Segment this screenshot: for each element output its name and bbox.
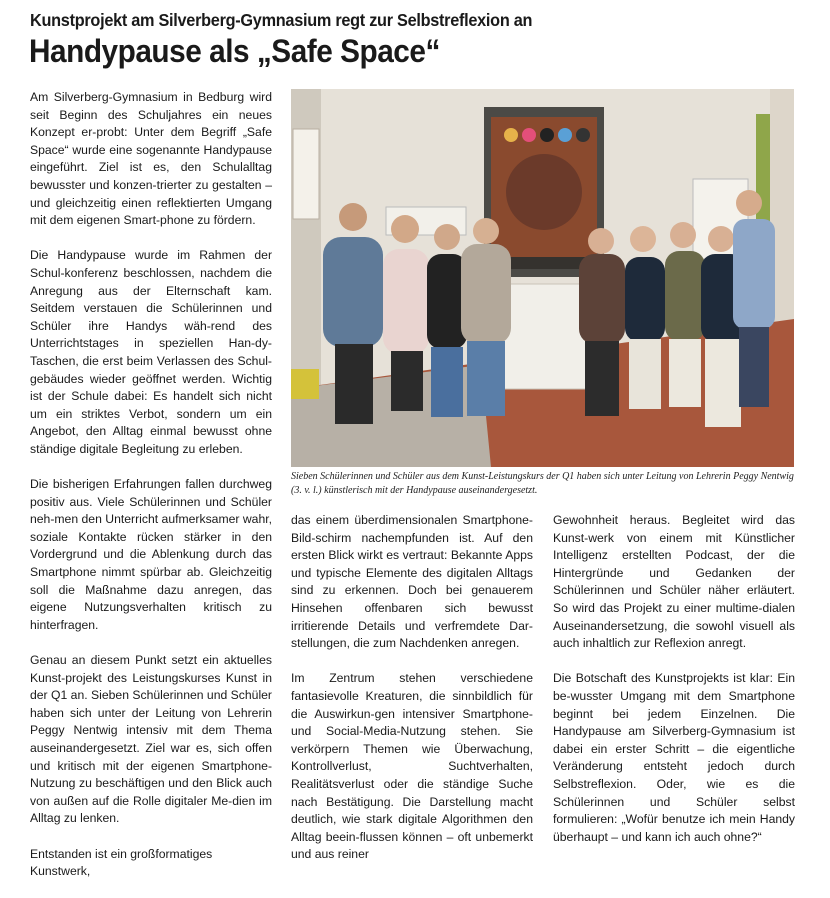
text-column-2 — [291, 512, 533, 881]
photo-caption: Sieben Schülerinnen und Schüler aus dem Kunst-Leistungskurs der Q1 haben sich unter Leitung von Lehrerin Peggy Nentwig (3. v. l.) künstlerisch mit der Handypause auseinandergesetzt. — [291, 471, 794, 496]
paragraph: das einem überdimensionalen Smartphone-Bild-schirm nachempfunden ist. Auf den ersten Blick wirkt es vertraut: Bekannte Apps und typische Elemente des digitalen Alltags sind zu erkennen. Doch bei genauerem Hinsehen offenbaren sich bewusst irritierende Details und verfremdete Dar-stellungen, die zum Nachdenken anregen. — [291, 513, 533, 651]
text-column-3 — [553, 512, 795, 864]
paragraph: Im Zentrum stehen verschiedene fantasievolle Kreaturen, die sinnbildlich für die Auswirkun-gen intensiver Smartphone- und Social-Media-Nutzung stehen. Sie verkörpern Themen wie Überwachung, Kontrollverlust, Suchtverhalten, Realitätsverlust oder die ständige Suche nach Bestätigung. Die Darstellung macht deutlich, wie stark digitale Algorithmen den Alltag beein-flussen können – oft unbemerkt und aus reiner — [291, 671, 533, 862]
paragraph: Die Handypause wurde im Rahmen der Schul-konferenz beschlossen, nachdem die Anregung aus der Elternschaft kam. Seitdem verstauen die Schülerinnen und Schüler ihre Handys wäh-rend des Unterrichtstages in speziellen Han-dy-Taschen, die erst beim Verlassen des Schul-gebäudes wieder geöffnet werden. Wichtig ist der Schule dabei: Es handelt sich nicht um ein striktes Verbot, sondern um ein Angebot, den Alltag einmal bewusst ohne ständige digitale Begleitung zu erleben. — [30, 248, 272, 456]
paragraph: Die Botschaft des Kunstprojekts ist klar: Ein be-wusster Umgang mit dem Smartphone beginnt bei jedem Einzelnen. Die Handypause am Silverberg-Gymnasium ist dabei ein erster Schritt – die eigentliche Veränderung entsteht jedoch durch Selbstreflexion. Oder, wie es die Schülerinnen und Schüler selbst formulieren: „Wofür benutze ich mein Handy überhaupt – und kann ich auch ohne?“ — [553, 671, 795, 844]
paragraph: Gewohnheit heraus. Begleitet wird das Kunst-werk von einem mit Künstlicher Intelligenz erstellten Podcast, der die Hintergründe und Gedanken der Schülerinnen und Schüler näher erläutert. So wird das Projekt zu einer multime-dialen Auseinandersetzung, die sowohl visuell als auch inhaltlich zur Reflexion anregt. — [553, 513, 795, 651]
paragraph: Genau an diesem Punkt setzt ein aktuelles Kunst-projekt des Leistungskurses Kunst in der Q1 an. Sieben Schülerinnen und Schüler haben sich unter der Leitung von Lehrerin Peggy Nentwig intensiv mit dem Thema auseinandergesetzt. Ziel war es, sich offen und kritisch mit der eigenen Smartphone-Nutzung zu beschäftigen und den Blick auch von außen auf die Rolle digitaler Me-dien im Alltag zu lenken. — [30, 653, 272, 826]
photo-illustration — [291, 89, 794, 467]
article-kicker: Kunstprojekt am Silverberg-Gymnasium regt zur Selbstreflexion an — [30, 10, 533, 30]
article-headline: Handypause als „Safe Space“ — [29, 33, 440, 69]
paragraph: Die bisherigen Erfahrungen fallen durchweg positiv aus. Viele Schülerinnen und Schüler neh-men den Unterricht aufmerksamer wahr, soziale Kontakte rücken stärker in den Vordergrund und die Ablenkung durch das Smartphone nimmt spürbar ab. Gleichzeitig soll die Maßnahme dazu anregen, das eigene Nutzungsverhalten kritisch zu hinterfragen. — [30, 477, 272, 632]
text-column-1 — [30, 89, 272, 898]
group-photo — [291, 89, 794, 467]
paragraph: Am Silverberg-Gymnasium in Bedburg wird seit Beginn des Schuljahres ein neues Konzept er-probt: Unter dem Begriff „Safe Space“ wurde eine sogenannte Handypause eingeführt. Ziel ist es, den Schulalltag bewusster und konzen-trierter zu gestalten – und gleichzeitig einen reflektierten Umgang mit dem eigenen Smart-phone zu fördern. — [30, 90, 272, 228]
paragraph: Entstanden ist ein großformatiges Kunstwerk, — [30, 846, 213, 879]
